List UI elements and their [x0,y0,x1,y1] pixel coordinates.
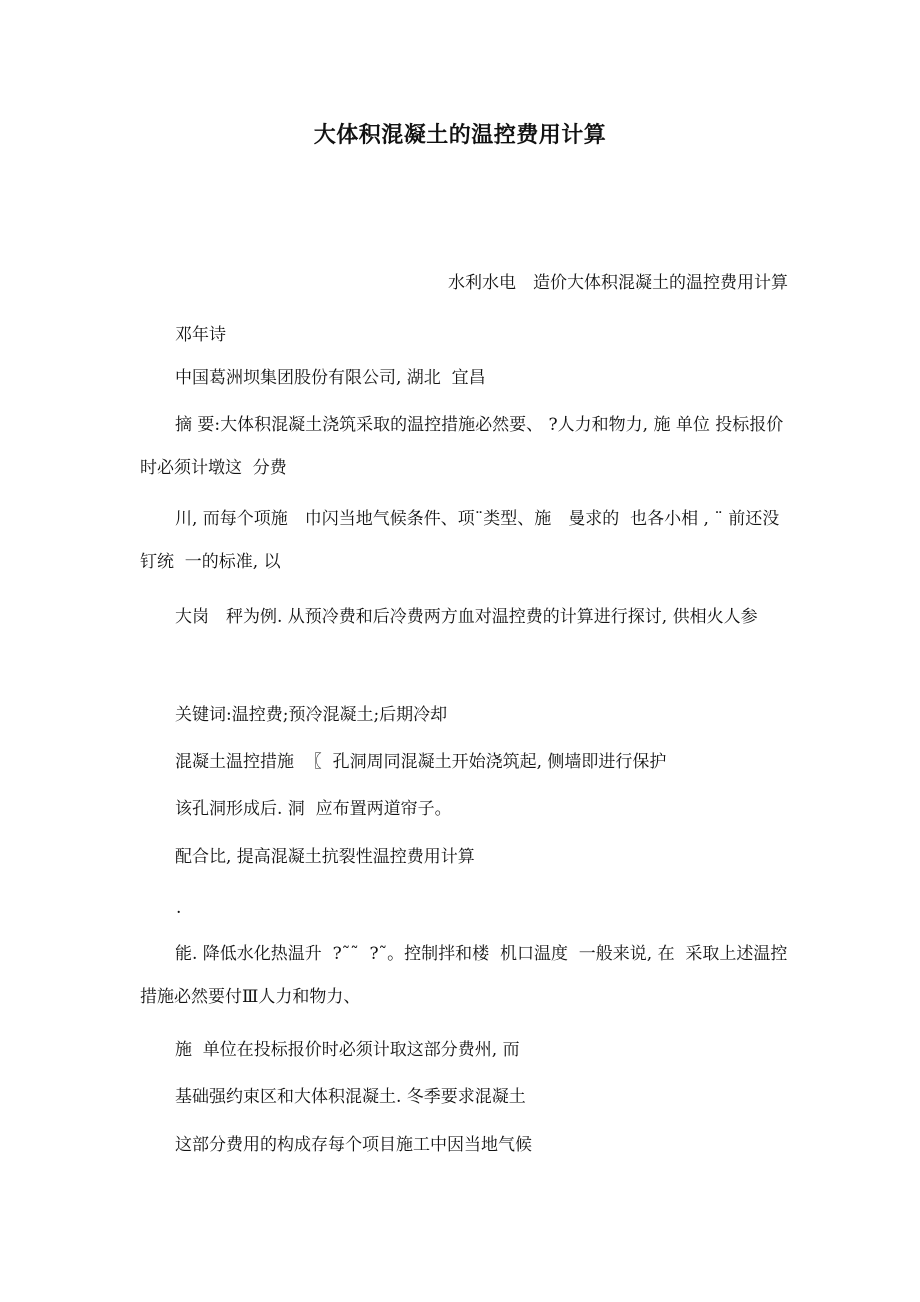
document-subtitle: 水利水电 造价大体积混凝土的温控费用计算 [448,273,788,293]
keywords-paragraph: 关键词:温控费;预冷混凝土;后期冷却 [175,705,448,725]
stray-dot: . [176,898,182,918]
body-paragraph: 大岗 秤为例. 从预冷费和后冷费两方血对温控费的计算进行探讨, 供相火人参 [175,607,758,627]
body-paragraph: 川, 而每个项施 巾闪当地气候条件、项¨类型、施 曼求的 也各小相 , ¨ 前还没钉统 一的标准, 以 [140,509,780,572]
body-paragraph: 混凝土温控措施 〖 孔洞周同混凝土开始浇筑起, 侧墙即进行保护 [175,752,667,772]
body-paragraph: 配合比, 提高混凝土抗裂性温控费用计算 [175,847,475,867]
body-paragraph: 能. 降低水化热温升 ?˜˜ ?˜。控制拌和楼 机口温度 一般来说, 在 采取上述温控措施必然要付Ⅲ人力和物力、 [140,944,788,1007]
body-paragraph: 基础强约束区和大体积混凝土. 冬季要求混凝土 [175,1087,526,1107]
abstract-paragraph: 摘 要:大体积混凝土浇筑采取的温控措施必然要、 ?人力和物力, 施 单位 投标报价时必须计墩这 分费 [140,415,784,478]
body-paragraph: 这部分费用的构成存每个项目施工中因当地气候 [175,1135,532,1155]
body-paragraph: 施 单位在投标报价时必须计取这部分费州, 而 [175,1040,520,1060]
author-affiliation: 中国葛洲坝集团股份有限公司, 湖北 宜昌 [175,368,486,388]
document-title: 大体积混凝土的温控费用计算 [313,122,607,148]
body-paragraph: 该孔洞形成后. 洞 应布置两道帘子。 [175,799,452,819]
author-name: 邓年诗 [175,325,226,345]
